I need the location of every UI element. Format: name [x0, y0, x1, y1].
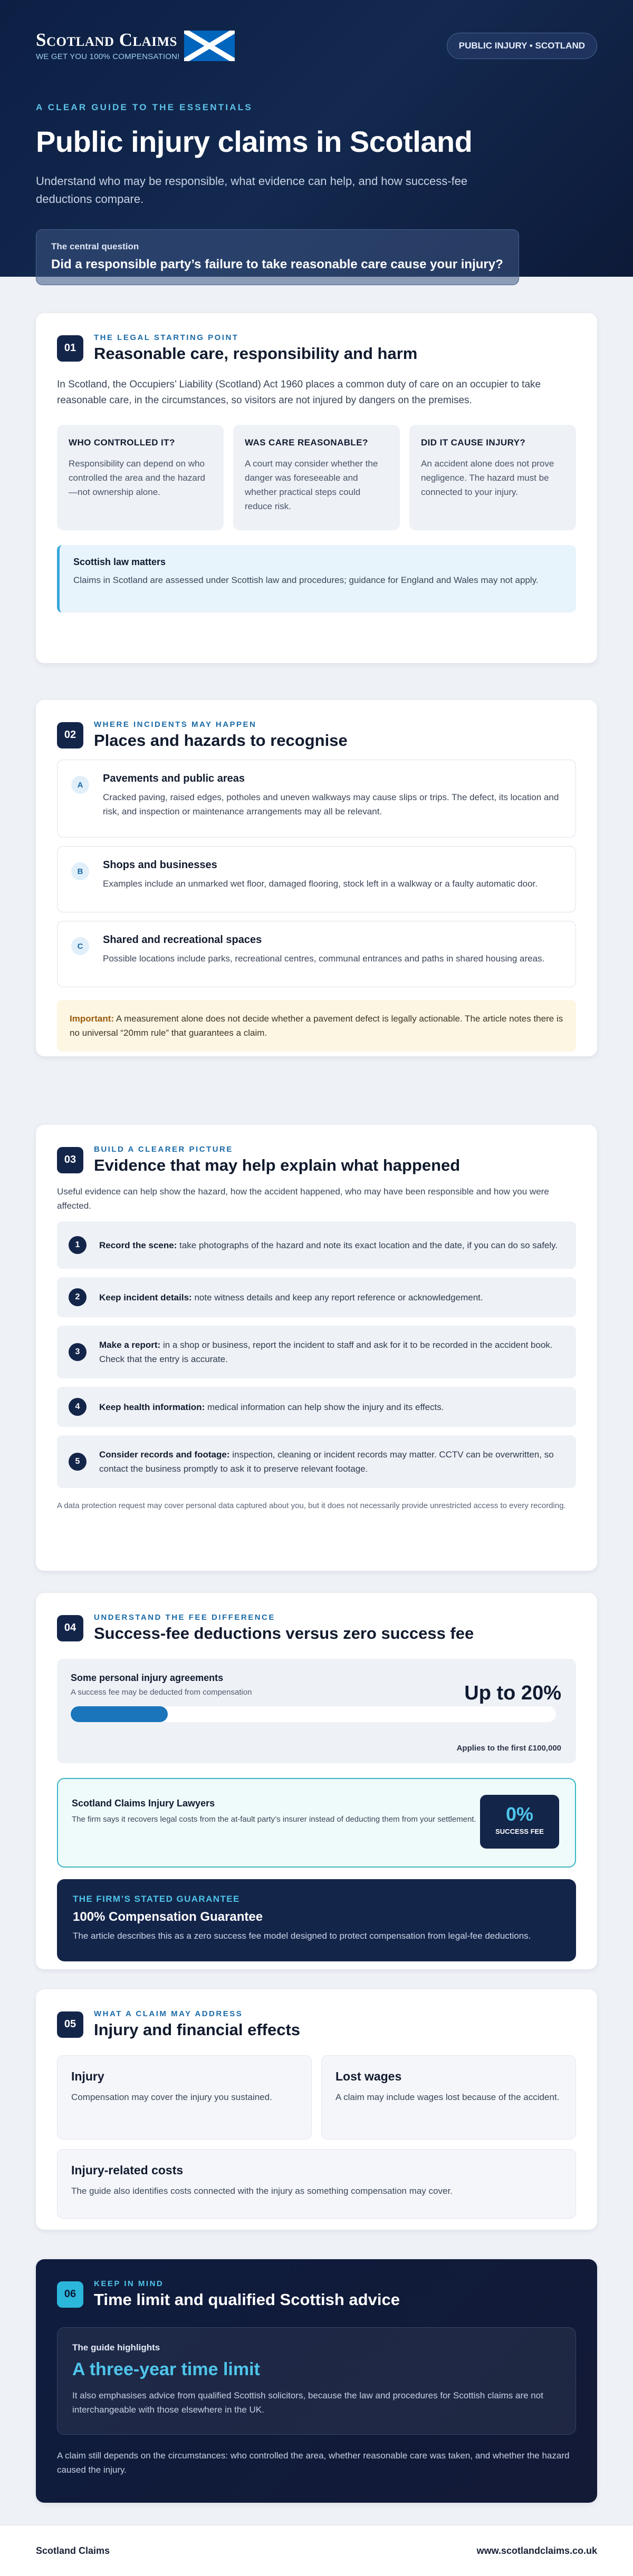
hero	[0, 0, 633, 277]
section-title: Injury and financial effects	[94, 2020, 301, 2039]
section-eyebrow: KEEP IN MIND	[94, 2279, 164, 2288]
category-badge: PUBLIC INJURY • SCOTLAND	[447, 33, 597, 59]
step-text	[99, 1400, 444, 1414]
effect-injury-costs	[57, 2149, 576, 2219]
note-text: Claims in Scotland are assessed under Scottish law and procedures; guidance for England and Wales may not apply.	[73, 575, 539, 585]
effect-text: The guide also identifies costs connected with the injury as something compensation may cover.	[71, 2186, 453, 2196]
section-number: 03	[57, 1147, 83, 1173]
fee-progress-bar	[71, 1706, 556, 1722]
firm-fee-text: The firm says it recovers legal costs from the at-fault party’s insurer instead of deducting them from your settlement.	[72, 1815, 476, 1824]
effect-lost-wages	[321, 2055, 576, 2140]
section-lead: In Scotland, the Occupiers’ Liability (Scotland) Act 1960 places a common duty of care on an occupier to take reasonable care, in the circumstances, so visitors are not injured by dangers on the premises.	[57, 379, 541, 406]
section-title: Success-fee deductions versus zero success fee	[94, 1624, 474, 1642]
central-question-label: The central question	[51, 241, 139, 252]
section-title: Evidence that may help explain what happened	[94, 1156, 461, 1174]
effect-text: A claim may include wages lost because of the accident.	[335, 2092, 560, 2102]
card-title: WHO CONTROLLED IT?	[69, 437, 175, 448]
hero-top-bar	[36, 31, 597, 61]
central-question-box	[36, 229, 519, 285]
guarantee-eyebrow: THE FIRM’S STATED GUARANTEE	[73, 1894, 240, 1904]
step-text	[99, 1447, 564, 1476]
section-number: 06	[57, 2281, 83, 2308]
evidence-steps	[57, 1221, 576, 1488]
zero-success-fee-badge	[480, 1795, 559, 1849]
highlight-text: It also emphasises advice from qualified Scottish solicitors, because the law and procedures for Scottish claims are not interchangeable with those elsewhere in the UK.	[72, 2390, 543, 2415]
closing-note: A claim still depends on the circumstances: who controlled the area, whether reasonable care was taken, and whether the hazard caused the injury.	[57, 2451, 570, 2475]
step-body: in a shop or business, report the incident to staff and ask for it to be recorded in the accident book. Check that the entry is accurate.	[99, 1340, 553, 1365]
card-text: Responsibility can depend on who controlled the area and the hazard—not ownership alone.	[69, 458, 205, 498]
place-text: Cracked paving, raised edges, potholes and uneven walkways may cause slips or trips. The defect, its location and risk, and inspection or maintenance arrangements may all be relevant.	[103, 792, 559, 817]
step-body: medical information can help show the injury and its effects.	[207, 1402, 444, 1412]
step-label: Record the scene:	[99, 1240, 177, 1250]
card-text: A court may consider whether the danger was foreseeable and whether practical steps could reduce risk.	[245, 458, 378, 512]
step-label: Consider records and footage:	[99, 1450, 230, 1460]
note-title: Scottish law matters	[73, 556, 166, 567]
important-note	[57, 1000, 576, 1052]
section-eyebrow: THE LEGAL STARTING POINT	[94, 333, 239, 342]
step-number: 4	[69, 1398, 87, 1416]
place-text: Possible locations include parks, recreational centres, communal entrances and paths in shared housing areas.	[103, 954, 545, 964]
logo[interactable]	[36, 31, 235, 61]
place-title: Shops and businesses	[103, 859, 217, 871]
place-letter: B	[71, 862, 89, 880]
page-title: Public injury claims in Scotland	[36, 125, 473, 158]
section-header	[57, 2279, 576, 2309]
section-eyebrow: WHAT A CLAIM MAY ADDRESS	[94, 2009, 243, 2018]
step-body: take photographs of the hazard and note its exact location and the date, if you can do so safely.	[179, 1240, 558, 1250]
section-title: Places and hazards to recognise	[94, 731, 348, 750]
section-number: 01	[57, 335, 83, 362]
card-text: An accident alone does not prove negligence. The hazard must be connected to your injury.	[421, 458, 554, 498]
effect-text: Compensation may cover the injury you sustained.	[71, 2092, 272, 2102]
guarantee-text: The article describes this as a zero success fee model designed to protect compensation from legal-fee deductions.	[73, 1931, 531, 1941]
important-text: A measurement alone does not decide whether a pavement defect is legally actionable. The article notes there is no universal “20mm rule” that guarantees a claim.	[70, 1014, 563, 1038]
central-question-text: Did a responsible party’s failure to take reasonable care cause your injury?	[51, 257, 503, 272]
scotland-flag-icon	[184, 31, 235, 61]
place-pavements	[57, 760, 576, 838]
place-title: Pavements and public areas	[103, 773, 245, 784]
place-shared-spaces	[57, 921, 576, 987]
effect-title: Lost wages	[335, 2069, 402, 2083]
section-eyebrow: UNDERSTAND THE FEE DIFFERENCE	[94, 1613, 275, 1622]
step-text	[99, 1238, 558, 1252]
fee-applies-note: Applies to the first £100,000	[456, 1744, 561, 1753]
time-limit-highlight	[57, 2327, 576, 2435]
step-make-report	[57, 1326, 576, 1378]
place-text: Examples include an unmarked wet floor, damaged flooring, stock left in a walkway or a faulty automatic door.	[103, 879, 538, 889]
logo-text	[36, 31, 180, 61]
section-number: 04	[57, 1615, 83, 1641]
step-label: Keep health information:	[99, 1402, 205, 1412]
step-text	[99, 1338, 564, 1366]
step-number: 5	[69, 1453, 87, 1471]
section-evidence	[36, 1125, 597, 1571]
section-header	[57, 1145, 576, 1175]
section-number: 02	[57, 722, 83, 749]
section-header	[57, 1613, 576, 1643]
section-lead: Useful evidence can help show the hazard, how the accident happened, who may have been responsible and how you were affected.	[57, 1187, 549, 1211]
section-effects	[36, 1989, 597, 2230]
place-shops	[57, 846, 576, 912]
effects-row	[57, 2055, 576, 2140]
section-eyebrow: WHERE INCIDENTS MAY HAPPEN	[94, 720, 257, 729]
section-eyebrow: BUILD A CLEARER PICTURE	[94, 1145, 233, 1154]
fee-title: Some personal injury agreements	[71, 1673, 224, 1683]
success-fee-comparison	[57, 1659, 576, 1763]
place-letter: C	[71, 937, 89, 955]
logo-name: Scotland Claims	[36, 30, 177, 50]
step-incident-details	[57, 1277, 576, 1317]
place-title: Shared and recreational spaces	[103, 934, 262, 946]
section-header	[57, 2009, 576, 2039]
footer	[0, 2525, 633, 2576]
logo-tagline: WE GET YOU 100% COMPENSATION!	[36, 52, 180, 61]
question-cards	[57, 425, 576, 530]
step-body: inspection, cleaning or incident records may matter. CCTV can be overwritten, so contact the business promptly to ask it to preserve relevant footage.	[99, 1450, 554, 1474]
step-number: 3	[69, 1343, 87, 1361]
guarantee-title: 100% Compensation Guarantee	[73, 1910, 263, 1924]
card-title: DID IT CAUSE INJURY?	[421, 437, 526, 448]
section-fees	[36, 1593, 597, 1969]
step-number: 1	[69, 1236, 87, 1254]
step-record-scene	[57, 1221, 576, 1269]
firm-name: Scotland Claims Injury Lawyers	[72, 1798, 215, 1809]
step-label: Make a report:	[99, 1340, 161, 1350]
section-number: 05	[57, 2011, 83, 2038]
highlight-title: A three-year time limit	[72, 2359, 260, 2379]
hero-eyebrow: A CLEAR GUIDE TO THE ESSENTIALS	[36, 102, 253, 112]
places-list	[57, 760, 576, 987]
place-letter: A	[71, 776, 89, 794]
footer-website-link[interactable]: www.scotlandclaims.co.uk	[476, 2545, 597, 2556]
step-label: Keep incident details:	[99, 1292, 192, 1302]
step-text	[99, 1290, 483, 1305]
guarantee-card	[57, 1879, 576, 1961]
zero-value: 0%	[505, 1803, 534, 1825]
section-header	[57, 720, 576, 750]
scottish-law-note	[57, 545, 576, 613]
fee-percentage: Up to 20%	[464, 1682, 561, 1704]
card-title: WAS CARE REASONABLE?	[245, 437, 368, 448]
fee-progress-fill	[71, 1706, 168, 1722]
section-legal-starting-point	[36, 313, 597, 663]
section-time-limit	[36, 2259, 597, 2503]
firm-fee-card	[57, 1778, 576, 1868]
step-body: note witness details and keep any report reference or acknowledgement.	[194, 1292, 483, 1302]
section-places-hazards	[36, 700, 597, 1056]
step-health-information	[57, 1387, 576, 1427]
card-who-controlled	[57, 425, 224, 530]
step-number: 2	[69, 1288, 87, 1306]
highlight-label: The guide highlights	[72, 2342, 160, 2353]
effect-injury	[57, 2055, 312, 2140]
data-protection-note: A data protection request may cover personal data captured about you, but it does not necessarily provide unrestricted access to every recording.	[57, 1501, 566, 1511]
effect-title: Injury-related costs	[71, 2163, 184, 2177]
effect-title: Injury	[71, 2069, 104, 2083]
step-records-footage	[57, 1435, 576, 1488]
card-cause-injury	[409, 425, 576, 530]
zero-label: SUCCESS FEE	[495, 1827, 544, 1835]
fee-subtitle: A success fee may be deducted from compensation	[71, 1688, 252, 1697]
card-care-reasonable	[233, 425, 400, 530]
important-label: Important:	[70, 1014, 114, 1024]
section-title: Reasonable care, responsibility and harm	[94, 344, 418, 363]
section-title: Time limit and qualified Scottish advice	[94, 2290, 400, 2309]
footer-brand: Scotland Claims	[36, 2545, 110, 2556]
section-header	[57, 333, 576, 363]
hero-subtitle: Understand who may be responsible, what evidence can help, and how success-fee deductions compare.	[36, 174, 468, 206]
